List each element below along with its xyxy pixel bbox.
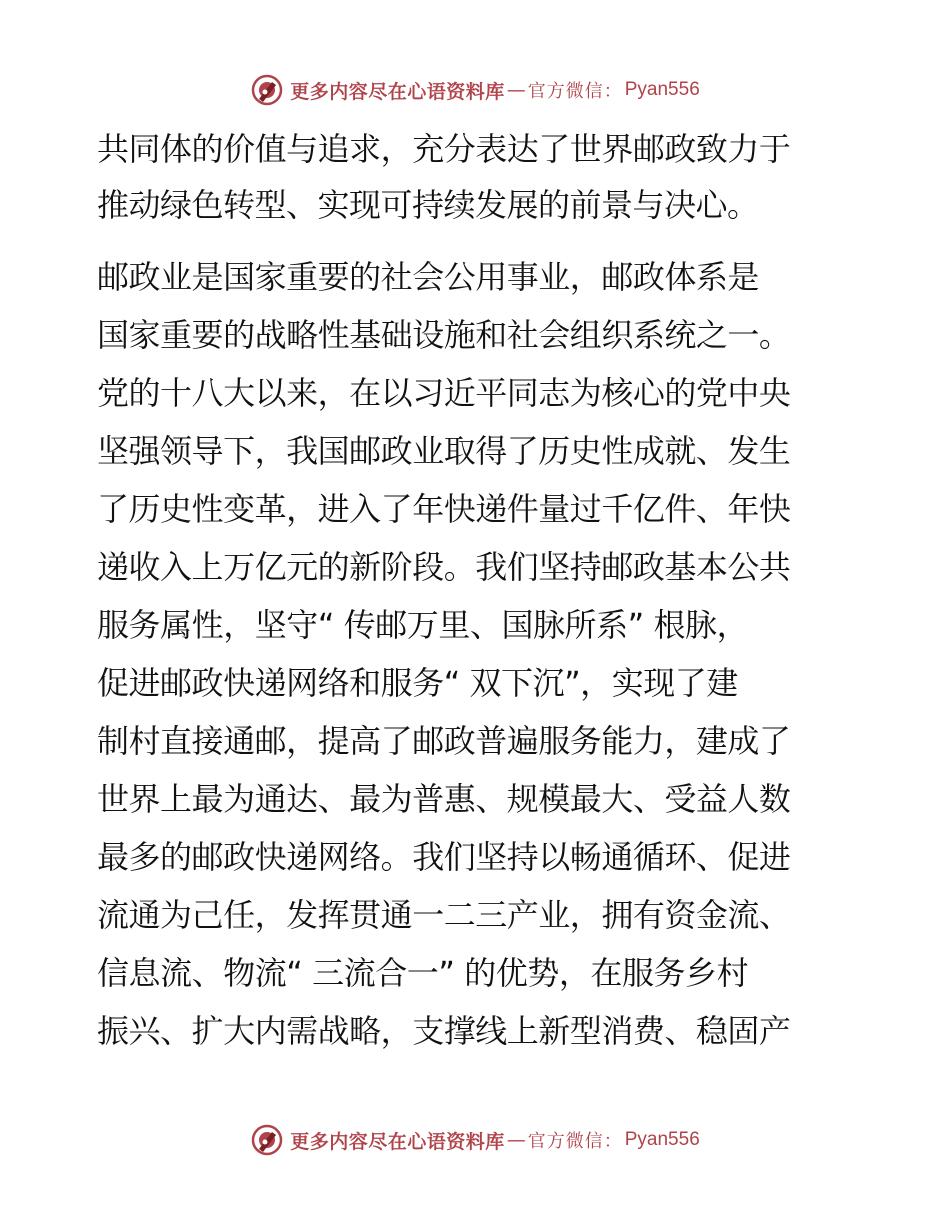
banner-title: 更多内容尽在心语资料库 <box>290 80 505 103</box>
banner-title: 更多内容尽在心语资料库 <box>290 1130 505 1153</box>
text-line: 制村直接通邮，提高了邮政普遍服务能力，建成了 <box>97 722 791 760</box>
pen-logo-icon <box>250 73 284 107</box>
banner-wechat-label: 官方微信： <box>527 81 623 102</box>
paragraph-start-line: 邮政业是国家重要的社会公用事业，邮政体系是 <box>97 258 759 296</box>
header-watermark <box>0 73 950 107</box>
text-line: 服务属性，坚守“ 传邮万里、国脉所系” 根脉， <box>97 606 749 644</box>
text-line: 了历史性变革，进入了年快递件量过千亿件、年快 <box>97 490 791 528</box>
text-line: 坚强领导下，我国邮政业取得了历史性成就、发生 <box>97 432 791 470</box>
text-line: 最多的邮政快递网络。我们坚持以畅通循环、促进 <box>97 838 791 876</box>
banner-dash: — <box>506 79 526 101</box>
text-line: 推动绿色转型、实现可持续发展的前景与决心。 <box>97 186 759 224</box>
text-line: 振兴、扩大内需战略，支撑线上新型消费、稳固产 <box>97 1012 791 1050</box>
text-line: 国家重要的战略性基础设施和社会组织系统之一。 <box>97 316 791 354</box>
pen-logo-icon <box>250 1123 284 1157</box>
text-line: 递收入上万亿元的新阶段。我们坚持邮政基本公共 <box>97 548 791 586</box>
footer-watermark <box>0 1123 950 1157</box>
banner-wechat-label: 官方微信： <box>527 1131 623 1152</box>
text-line: 共同体的价值与追求，充分表达了世界邮政致力于 <box>97 130 791 168</box>
banner-wechat-id: Pyan556 <box>624 79 700 100</box>
text-line: 流通为己任，发挥贯通一二三产业，拥有资金流、 <box>97 896 791 934</box>
banner-wechat-id: Pyan556 <box>624 1129 700 1150</box>
text-line: 世界上最为通达、最为普惠、规模最大、受益人数 <box>97 780 791 818</box>
text-line: 促进邮政快递网络和服务“ 双下沉”，实现了建 <box>97 664 738 702</box>
banner-dash: — <box>506 1129 526 1151</box>
text-line: 信息流、物流“ 三流合一” 的优势，在服务乡村 <box>97 954 749 992</box>
text-line: 党的十八大以来，在以习近平同志为核心的党中央 <box>97 374 791 412</box>
